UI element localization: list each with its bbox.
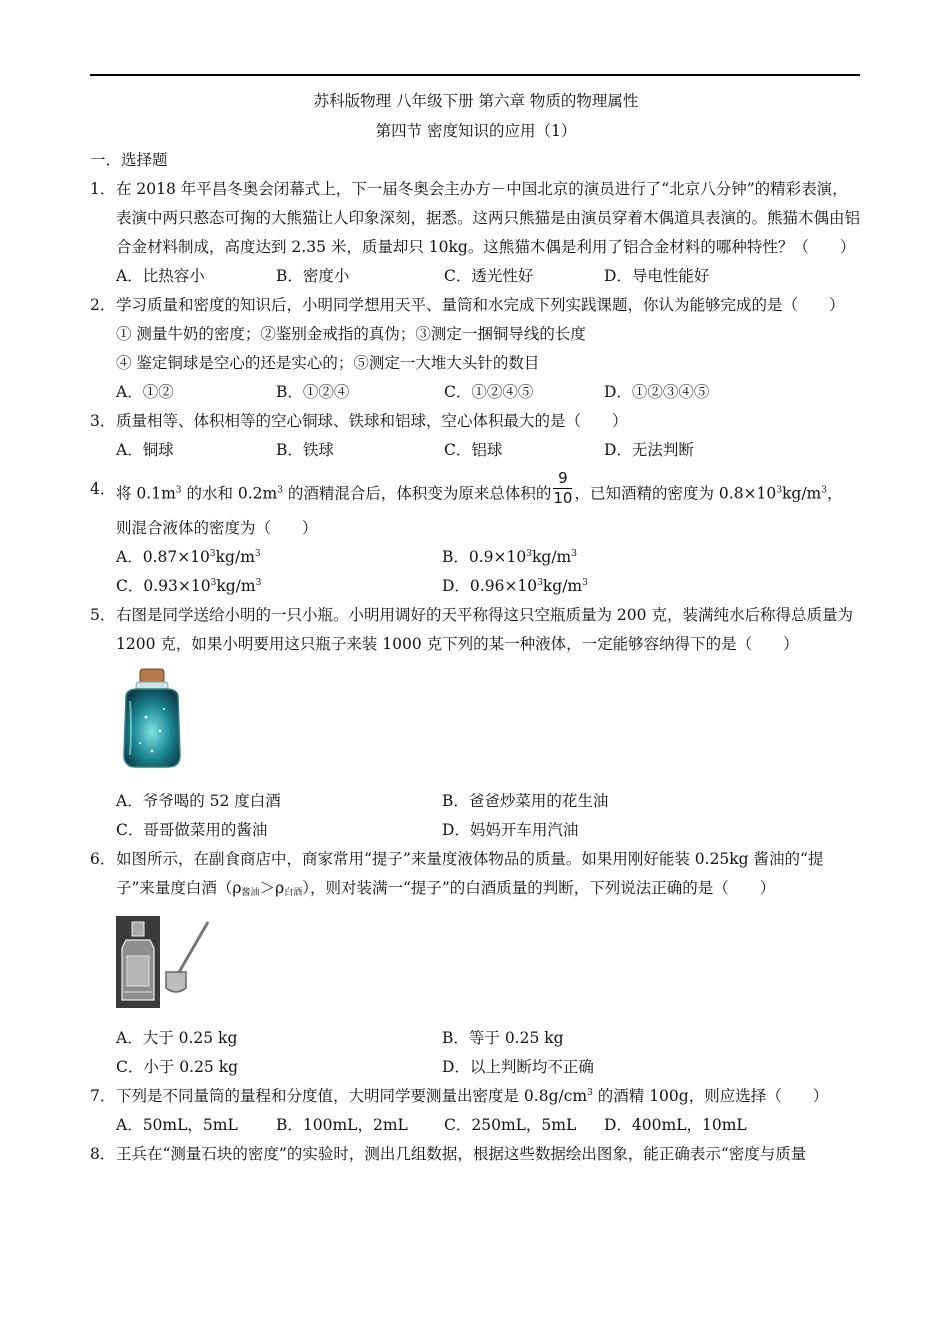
question-4 [90,469,862,514]
question-3 [90,407,862,436]
question-2-options [90,378,862,407]
question-text: 质量相等、体积相等的空心铜球、铁球和铝球，空心体积最大的是（ ） [116,412,628,430]
option-a[interactable]: A．50mL，5mL [116,1116,238,1134]
question-text [116,845,862,908]
fraction-numerator: 9 [553,469,572,489]
text-part: 将 0.1m [116,484,176,503]
text-part: 的酒精 100g，则应选择（ ） [592,1087,829,1105]
option-b[interactable]: B．①②④ [276,383,350,401]
question-1 [90,175,862,262]
question-6 [90,845,862,908]
question-text: 在 2018 年平昌冬奥会闭幕式上，下一届冬奥会主办方－中国北京的演员进行了“北京八分钟”的精彩表演，表演中两只憨态可掬的大熊猫让人印象深刻，据悉。这两只熊猫是由演员穿着木偶道具表演的。熊猫木偶由铝合金材料制成，高度达到 2.35 米，质量却只 10kg。这熊猫木偶是利用了铝合金材料的哪种特性？（ ） [116,180,861,256]
title-line2: 第四节 密度知识的应用（1） [375,122,577,140]
superscript: 3 [587,1088,593,1098]
question-number: 4． [90,480,116,498]
option-c[interactable]: C．铝球 [444,441,503,459]
glass-bottle-icon [116,667,188,771]
text-part: ， [826,484,843,503]
question-2 [90,291,862,320]
option-c[interactable]: C．透光性好 [444,267,534,285]
bottle-and-ladle-icon [116,916,216,1008]
text-part: ），则对装满一“提子”的白酒质量的判断，下列说法正确的是（ ） [302,879,776,897]
superscript: 3 [175,485,182,496]
question-text [116,469,862,514]
top-rule [90,74,860,76]
question-number: 6． [90,850,116,868]
option-a[interactable]: A．$0.87\times 10^3kg/m^3$ [116,548,261,566]
option-c[interactable]: C．①②④⑤ [444,383,534,401]
option-b[interactable]: B．密度小 [276,267,350,285]
option-c[interactable]: C．$0.93\times 10^3kg/m^3$ [116,577,262,595]
option-d[interactable]: D．400mL，10mL [604,1116,747,1134]
option-b[interactable]: B．100mL，2mL [276,1116,408,1134]
option-a[interactable]: A．比热容小 [116,267,205,285]
text-part: ＞ρ [259,879,285,897]
question-number: 5． [90,606,116,624]
option-a[interactable]: A．爷爷喝的 52 度白酒 [116,792,281,810]
option-d[interactable]: D．$0.96\times 10^3kg/m^3$ [442,577,588,595]
question-7-options [90,1111,862,1140]
question-4-options [90,543,862,601]
subscript: 酱油 [241,888,260,898]
question-7 [90,1082,862,1111]
option-a[interactable]: A．大于 0.25 kg [116,1029,238,1047]
option-c[interactable]: C．250mL，5mL [444,1116,577,1134]
option-d[interactable]: D．妈妈开车用汽油 [442,821,579,839]
fraction [553,469,572,508]
option-a[interactable]: A．①② [116,383,174,401]
question-5-options [90,787,862,845]
question-2-items-line2: ④ 鉴定铜球是空心的还是实心的；⑤测定一大堆大头针的数目 [116,354,540,372]
title-line1: 苏科版物理 八年级下册 第六章 物质的物理属性 [313,92,639,110]
option-d[interactable]: D．导电性能好 [604,267,710,285]
worksheet [90,86,862,1169]
question-text: 王兵在“测量石块的密度”的实验时，测出几组数据，根据这些数据绘出图象，能正确表示“密度与质量 [116,1145,807,1163]
superscript: 3 [776,485,783,496]
text-part: “提子”来量度白酒（ρ [116,850,824,897]
text-part: 下列是不同量筒的量程和分度值，大明同学要测量出密度是 0.8g/cm [116,1087,588,1105]
option-b[interactable]: B．爸爸炒菜用的花生油 [442,792,609,810]
question-number: 2． [90,296,116,314]
text-part: kg/m [782,484,822,503]
question-8 [90,1140,862,1169]
question-number: 8． [90,1145,116,1163]
question-6-options [90,1024,862,1082]
section-heading: 一．选择题 [90,151,168,169]
option-d[interactable]: D．①②③④⑤ [604,383,710,401]
fraction-denominator: 10 [553,489,573,507]
question-4-line2: 则混合液体的密度为（ ） [116,519,318,537]
subscript: 白酒 [284,888,303,898]
option-a[interactable]: A．铜球 [116,441,174,459]
superscript: 3 [821,485,827,496]
option-d[interactable]: D．无法判断 [604,441,694,459]
text-part: 的酒精混合后，体积变为原来总体积的 [282,484,552,503]
option-b[interactable]: B．铁球 [276,441,334,459]
question-2-items-line1: ① 测量牛奶的密度；②鉴别金戒指的真伪；③测定一捆铜导线的长度 [116,325,586,343]
option-d[interactable]: D．以上判断均不正确 [442,1058,594,1076]
question-text: 右图是同学送给小明的一只小瓶。小明用调好的天平称得这只空瓶质量为 200 克，装满纯水后称得总质量为 1200 克，如果小明要用这只瓶子来装 1000 克下列的某一种液体，一定能够容纳得下的是（ ） [116,606,853,653]
option-b[interactable]: B．$0.9\times 10^3kg/m^3$ [442,548,577,566]
text-part: 的水和 0.2m [181,484,278,503]
question-3-options [90,436,862,465]
question-1-options [90,262,862,291]
text-part: ，已知酒精的密度为 0.8×10 [574,484,777,503]
question-5 [90,601,862,659]
question-number: 7． [90,1087,116,1105]
question-number: 1． [90,180,116,198]
text-part: 如图所示，在副食商店中，商家常用“提子”来量度液体物品的质量。如果用刚好能装 0.25kg 酱油的 [116,850,801,868]
question-text: 学习质量和密度的知识后，小明同学想用天平、量筒和水完成下列实践课题，你认为能够完成的是（ ） [116,296,845,314]
ladle-figure [116,916,862,1018]
option-c[interactable]: C．哥哥做菜用的酱油 [116,821,268,839]
option-b[interactable]: B．等于 0.25 kg [442,1029,564,1047]
question-number: 3． [90,412,116,430]
bottle-figure [116,667,862,781]
option-c[interactable]: C．小于 0.25 kg [116,1058,239,1076]
superscript: 3 [277,485,283,496]
question-text [116,1082,862,1111]
